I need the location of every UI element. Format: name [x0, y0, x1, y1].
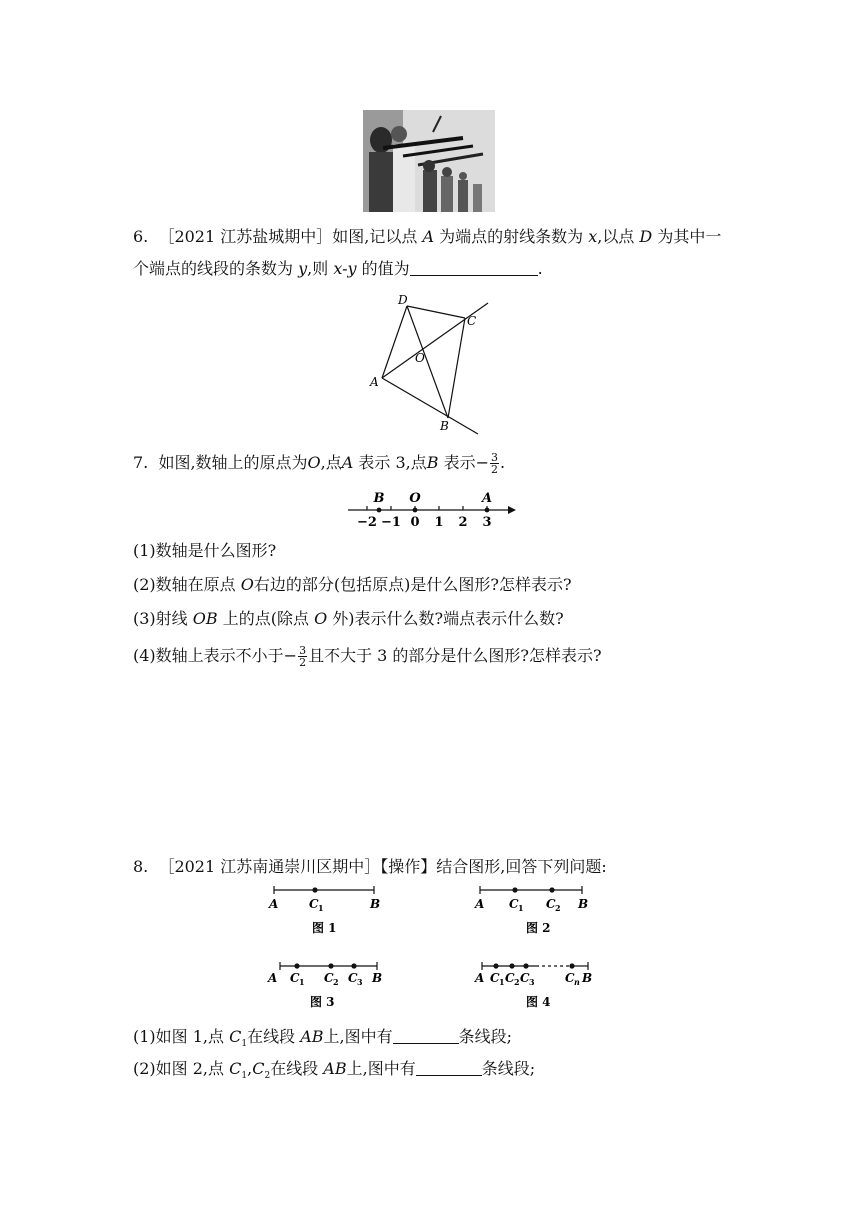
segment-DA: [382, 306, 407, 378]
svg-text:1: 1: [299, 977, 305, 987]
svg-text:C: C: [309, 897, 319, 911]
point-B: [377, 508, 382, 513]
svg-text:A: A: [475, 971, 485, 985]
shooting-photo: [363, 110, 495, 212]
q8-answer-blank-2[interactable]: [416, 1059, 482, 1076]
q6-answer-blank[interactable]: [410, 259, 538, 276]
fig2-caption: 图 2: [526, 921, 551, 935]
svg-text:2: 2: [333, 977, 339, 987]
fig4-caption: 图 4: [526, 995, 551, 1009]
svg-text:C: C: [490, 971, 500, 985]
svg-text:2: 2: [555, 903, 561, 913]
svg-text:1: 1: [318, 903, 324, 913]
q8-figure-4: [470, 958, 600, 1016]
q6-line1: 6. ［2021 江苏盐城期中］如图,记以点 A 为端点的射线条数为 x,以点 D 为其中一: [133, 227, 722, 246]
q7-line1: 7. 如图,数轴上的原点为O,点A 表示 3,点B 表示− $\frac{3}{2}$ .: [133, 451, 506, 476]
tick-label: −1: [381, 515, 401, 530]
number-line: [340, 488, 520, 532]
svg-text:3: 3: [357, 977, 363, 987]
fig1-caption: 图 1: [312, 921, 337, 935]
q7-sub3: (3)射线 OB 上的点(除点 O 外)表示什么数?端点表示什么数?: [133, 609, 564, 628]
point-label-A: A: [481, 491, 493, 506]
q8-line1: 8. ［2021 江苏南通崇川区期中］【操作】结合图形,回答下列问题:: [133, 857, 607, 876]
q7-number: 7.: [133, 453, 149, 472]
q6-number: 6.: [133, 227, 149, 246]
label-D: D: [398, 293, 408, 307]
fig3-caption: 图 3: [310, 995, 335, 1009]
svg-text:C: C: [505, 971, 515, 985]
segment-DC: [407, 306, 465, 318]
svg-text:A: A: [475, 897, 485, 911]
q6-figure: [360, 290, 500, 438]
label-O: O: [415, 351, 425, 365]
q8-figure-2: [470, 882, 600, 940]
tick-label: −2: [357, 515, 377, 530]
shooting-photo-drawing: [363, 110, 495, 212]
segment-CB: [448, 318, 465, 418]
segment-DB: [407, 306, 448, 418]
svg-text:C: C: [520, 971, 530, 985]
svg-text:B: B: [582, 971, 593, 985]
q7-sub2: (2)数轴在原点 O右边的部分(包括原点)是什么图形?怎样表示?: [133, 575, 572, 594]
svg-text:B: B: [372, 971, 383, 985]
svg-text:3: 3: [529, 977, 535, 987]
svg-text:B: B: [578, 897, 589, 911]
svg-text:2: 2: [514, 977, 520, 987]
fraction-three-halves: $\frac{3}{2}$: [299, 644, 307, 669]
point-O: [413, 508, 418, 513]
svg-text:B: B: [370, 897, 381, 911]
label-B: B: [440, 419, 449, 433]
svg-text:1: 1: [518, 903, 524, 913]
tick-label: 2: [458, 515, 468, 530]
svg-text:C: C: [565, 971, 575, 985]
tick-label: 0: [410, 515, 420, 530]
q7-sub4: (4)数轴上表示不小于− $\frac{3}{2}$ 且不大于 3 的部分是什么图形?怎样表示?: [133, 644, 602, 669]
q8-sub1: (1)如图 1,点 $C_1$在线段 AB上,图中有 条线段;: [133, 1027, 513, 1050]
q7-sub1: (1)数轴是什么图形?: [133, 541, 277, 560]
point-label-O: O: [409, 491, 421, 506]
q8-figure-1: [262, 882, 392, 940]
svg-text:C: C: [324, 971, 334, 985]
tick-label: 1: [434, 515, 444, 530]
svg-text:n: n: [574, 977, 580, 987]
point-A: [485, 508, 490, 513]
tick-label: 3: [482, 515, 492, 530]
number-line-arrow: [508, 506, 516, 514]
q8-figure-3: [262, 958, 392, 1016]
svg-text:C: C: [546, 897, 556, 911]
svg-text:C: C: [290, 971, 300, 985]
svg-text:1: 1: [499, 977, 505, 987]
label-C: C: [467, 314, 477, 328]
q8-sub2: (2)如图 2,点 $C_1,C_2$在线段 AB上,图中有 条线段;: [133, 1059, 536, 1082]
svg-text:A: A: [269, 897, 279, 911]
q6-line2: 个端点的线段的条数为 y,则 x-y 的值为 .: [133, 259, 543, 278]
svg-text:C: C: [509, 897, 519, 911]
label-A: A: [370, 375, 379, 389]
ray-AB: [382, 378, 478, 434]
fraction-three-halves: $\frac{3}{2}$: [491, 451, 499, 476]
svg-text:A: A: [268, 971, 278, 985]
q8-answer-blank-1[interactable]: [393, 1027, 459, 1044]
q8-number: 8.: [133, 857, 149, 876]
point-label-B: B: [373, 491, 385, 506]
svg-text:C: C: [348, 971, 358, 985]
